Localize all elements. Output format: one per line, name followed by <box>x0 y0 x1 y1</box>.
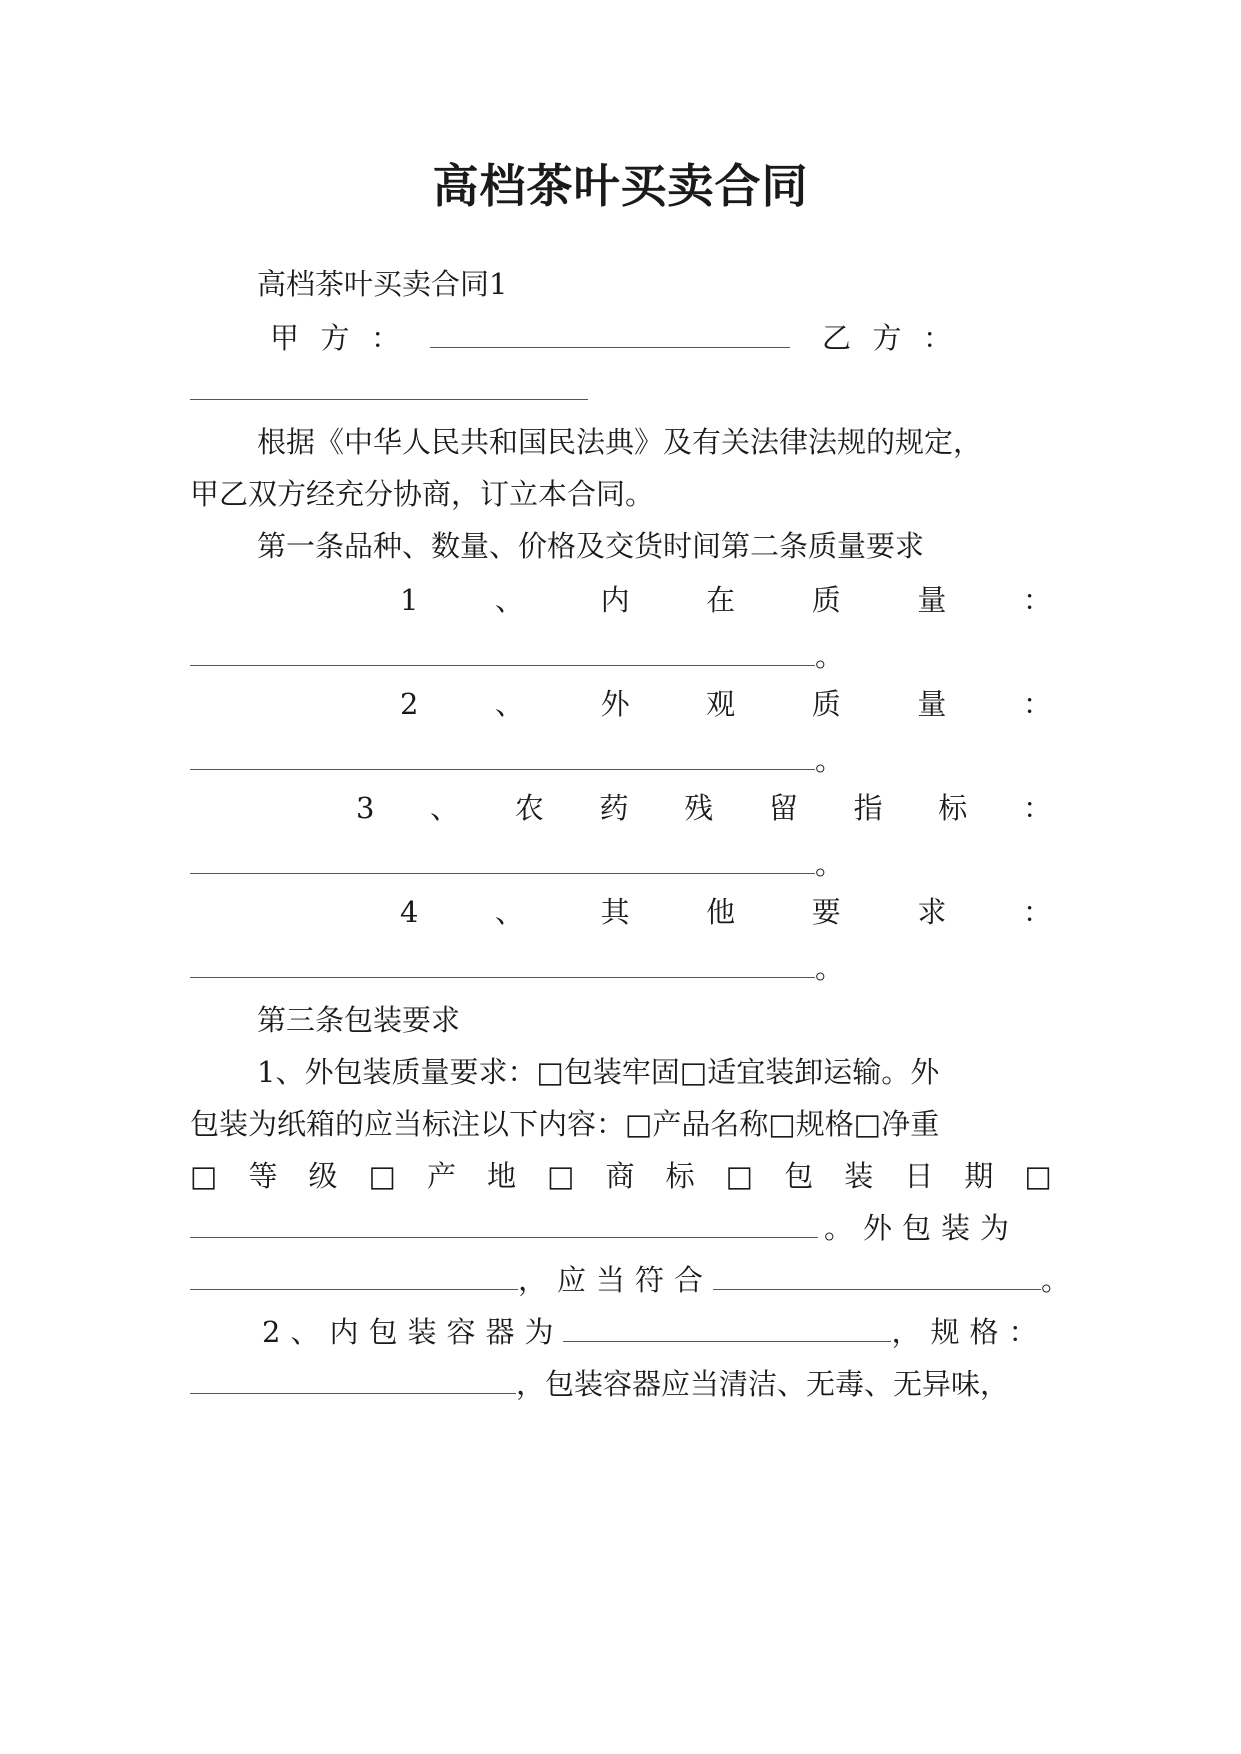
q4-period: 。 <box>815 951 845 985</box>
party-a-colon: ： <box>370 321 400 355</box>
packaging-line-1: 1、外包装质量要求：□包装牢固□适宜装卸运输。外 <box>257 1055 940 1089</box>
p3-c6: 标 <box>665 1159 695 1193</box>
q2-colon: ： <box>1022 687 1052 721</box>
p3-c2: 级 <box>308 1159 338 1193</box>
party-b-char-1: 乙 <box>822 321 852 355</box>
p3-c9: 日 <box>904 1159 934 1193</box>
q1-sep: 、 <box>495 583 525 617</box>
p5-blank-1[interactable] <box>190 1267 518 1290</box>
parties-line <box>270 318 1052 358</box>
packaging-line-5 <box>190 1260 1070 1300</box>
quality-item-4 <box>400 892 1052 932</box>
party-a-char-1: 甲 <box>270 321 300 355</box>
q2-period: 。 <box>815 743 845 777</box>
q1-c2: 在 <box>706 583 736 617</box>
q4-c4: 求 <box>917 895 947 929</box>
party-a-char-2: 方 <box>320 321 350 355</box>
q1-blank[interactable] <box>190 643 815 666</box>
p6-text-1: 2、内包装容器为 <box>262 1315 564 1349</box>
p4-text: 。外包装为 <box>824 1211 1020 1245</box>
q4-colon: ： <box>1022 895 1052 929</box>
q2-blank[interactable] <box>190 747 815 770</box>
q4-c2: 他 <box>706 895 736 929</box>
article-3: 第三条包装要求 <box>257 1003 461 1037</box>
quality-item-1-blank-line <box>190 636 1052 676</box>
quality-item-1 <box>400 580 1052 620</box>
checkbox-4[interactable]: □ <box>725 1159 754 1193</box>
q3-c4: 留 <box>768 791 798 825</box>
q3-c1: 农 <box>514 791 544 825</box>
basis-line-2: 甲乙双方经充分协商，订立本合同。 <box>190 477 655 511</box>
p3-c10: 期 <box>964 1159 994 1193</box>
q2-sep: 、 <box>495 687 525 721</box>
q2-c3: 质 <box>811 687 841 721</box>
q4-c3: 要 <box>811 895 841 929</box>
q1-c4: 量 <box>917 583 947 617</box>
party-a-blank[interactable] <box>430 325 790 348</box>
checkbox-1[interactable]: □ <box>190 1159 218 1193</box>
p3-c5: 商 <box>605 1159 635 1193</box>
quality-item-3-blank-line <box>190 844 1052 884</box>
q3-period: 。 <box>815 847 845 881</box>
p5-period: 。 <box>1041 1263 1071 1297</box>
q4-num: 4 <box>400 895 419 929</box>
q1-colon: ： <box>1022 583 1052 617</box>
party-b-blank[interactable] <box>190 377 588 400</box>
q1-c3: 质 <box>811 583 841 617</box>
p5-text: ，应当符合 <box>518 1263 714 1297</box>
p7-text: ，包装容器应当清洁、无毒、无异味， <box>516 1367 1010 1401</box>
basis-line-1: 根据《中华人民共和国民法典》及有关法律法规的规定， <box>257 425 983 459</box>
quality-item-3 <box>356 788 1052 828</box>
q3-num: 3 <box>356 791 375 825</box>
q4-c1: 其 <box>600 895 630 929</box>
q3-blank[interactable] <box>190 851 815 874</box>
q2-num: 2 <box>400 687 419 721</box>
quality-item-4-blank-line <box>190 948 1052 988</box>
q3-c6: 标 <box>938 791 968 825</box>
q1-period: 。 <box>815 639 845 673</box>
packaging-line-3 <box>190 1156 1052 1196</box>
p3-c4: 地 <box>487 1159 517 1193</box>
quality-item-2-blank-line <box>190 740 1052 780</box>
p5-blank-2[interactable] <box>713 1267 1041 1290</box>
packaging-2-line-2 <box>190 1364 1052 1404</box>
p3-c8: 装 <box>844 1159 874 1193</box>
p6-text-2: ，规格： <box>891 1315 1048 1349</box>
q2-c4: 量 <box>917 687 947 721</box>
party-b-colon: ： <box>922 321 952 355</box>
p3-c7: 包 <box>784 1159 814 1193</box>
checkbox-5[interactable]: □ <box>1024 1159 1052 1193</box>
subtitle: 高档茶叶买卖合同1 <box>257 267 508 301</box>
q3-sep: 、 <box>430 791 460 825</box>
q3-colon: ： <box>1022 791 1052 825</box>
checkbox-2[interactable]: □ <box>368 1159 396 1193</box>
checkbox-3[interactable]: □ <box>547 1159 575 1193</box>
packaging-2-line-1 <box>262 1312 1052 1352</box>
document-title: 高档茶叶买卖合同 <box>432 159 809 213</box>
p6-blank[interactable] <box>563 1319 891 1342</box>
p7-blank[interactable] <box>190 1371 516 1394</box>
q2-c1: 外 <box>600 687 630 721</box>
q4-sep: 、 <box>495 895 525 929</box>
q4-blank[interactable] <box>190 955 815 978</box>
p3-c1: 等 <box>248 1159 278 1193</box>
p4-blank[interactable] <box>190 1215 818 1238</box>
q1-c1: 内 <box>600 583 630 617</box>
packaging-line-2: 包装为纸箱的应当标注以下内容：□产品名称□规格□净重 <box>190 1107 940 1141</box>
q3-c3: 残 <box>684 791 714 825</box>
p3-c3: 产 <box>427 1159 457 1193</box>
q1-num: 1 <box>400 583 419 617</box>
party-b-char-2: 方 <box>872 321 902 355</box>
q2-c2: 观 <box>706 687 736 721</box>
packaging-line-4 <box>190 1208 1052 1248</box>
party-b-blank-line <box>190 370 1052 410</box>
article-1-2: 第一条品种、数量、价格及交货时间第二条质量要求 <box>257 529 925 563</box>
q3-c2: 药 <box>599 791 629 825</box>
quality-item-2 <box>400 684 1052 724</box>
q3-c5: 指 <box>853 791 883 825</box>
